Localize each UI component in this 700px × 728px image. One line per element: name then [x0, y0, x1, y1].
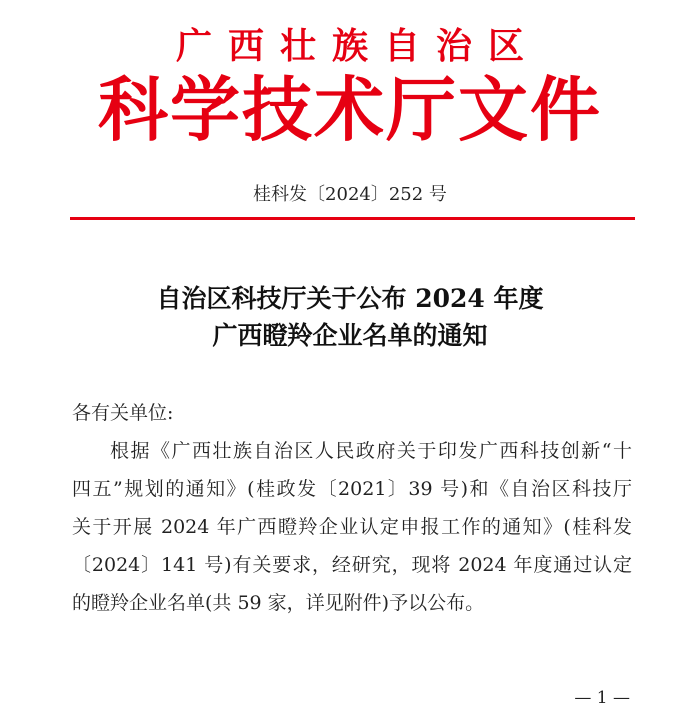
document-title [0, 280, 700, 354]
red-separator-line [70, 217, 635, 220]
title-line-2: 广西瞪羚企业名单的通知 [212, 321, 488, 350]
document-type-header: 科学技术厅文件 [98, 68, 602, 151]
document-number: 桂科发〔2024〕252 号 [253, 184, 447, 205]
body-line-4: 〔2024〕141 号)有关要求，经研究，现将 2024 年度通过认定 [72, 554, 632, 576]
body-line-5: 的瞪羚企业名单(共 59 家，详见附件)予以公布。 [72, 592, 485, 614]
page-number: — 1 — [574, 688, 630, 708]
body-line-1: 根据《广西壮族自治区人民政府关于印发广西科技创新“十 [110, 440, 632, 462]
body-line-2: 四五”规划的通知》(桂政发〔2021〕39 号)和《自治区科技厅 [72, 478, 632, 500]
issuing-organization: 广西壮族自治区 [175, 25, 540, 67]
title-line-1: 自治区科技厅关于公布 2024 年度 [156, 284, 544, 313]
salutation: 各有关单位: [72, 402, 174, 424]
body-line-3: 关于开展 2024 年广西瞪羚企业认定申报工作的通知》(桂科发 [72, 516, 632, 538]
